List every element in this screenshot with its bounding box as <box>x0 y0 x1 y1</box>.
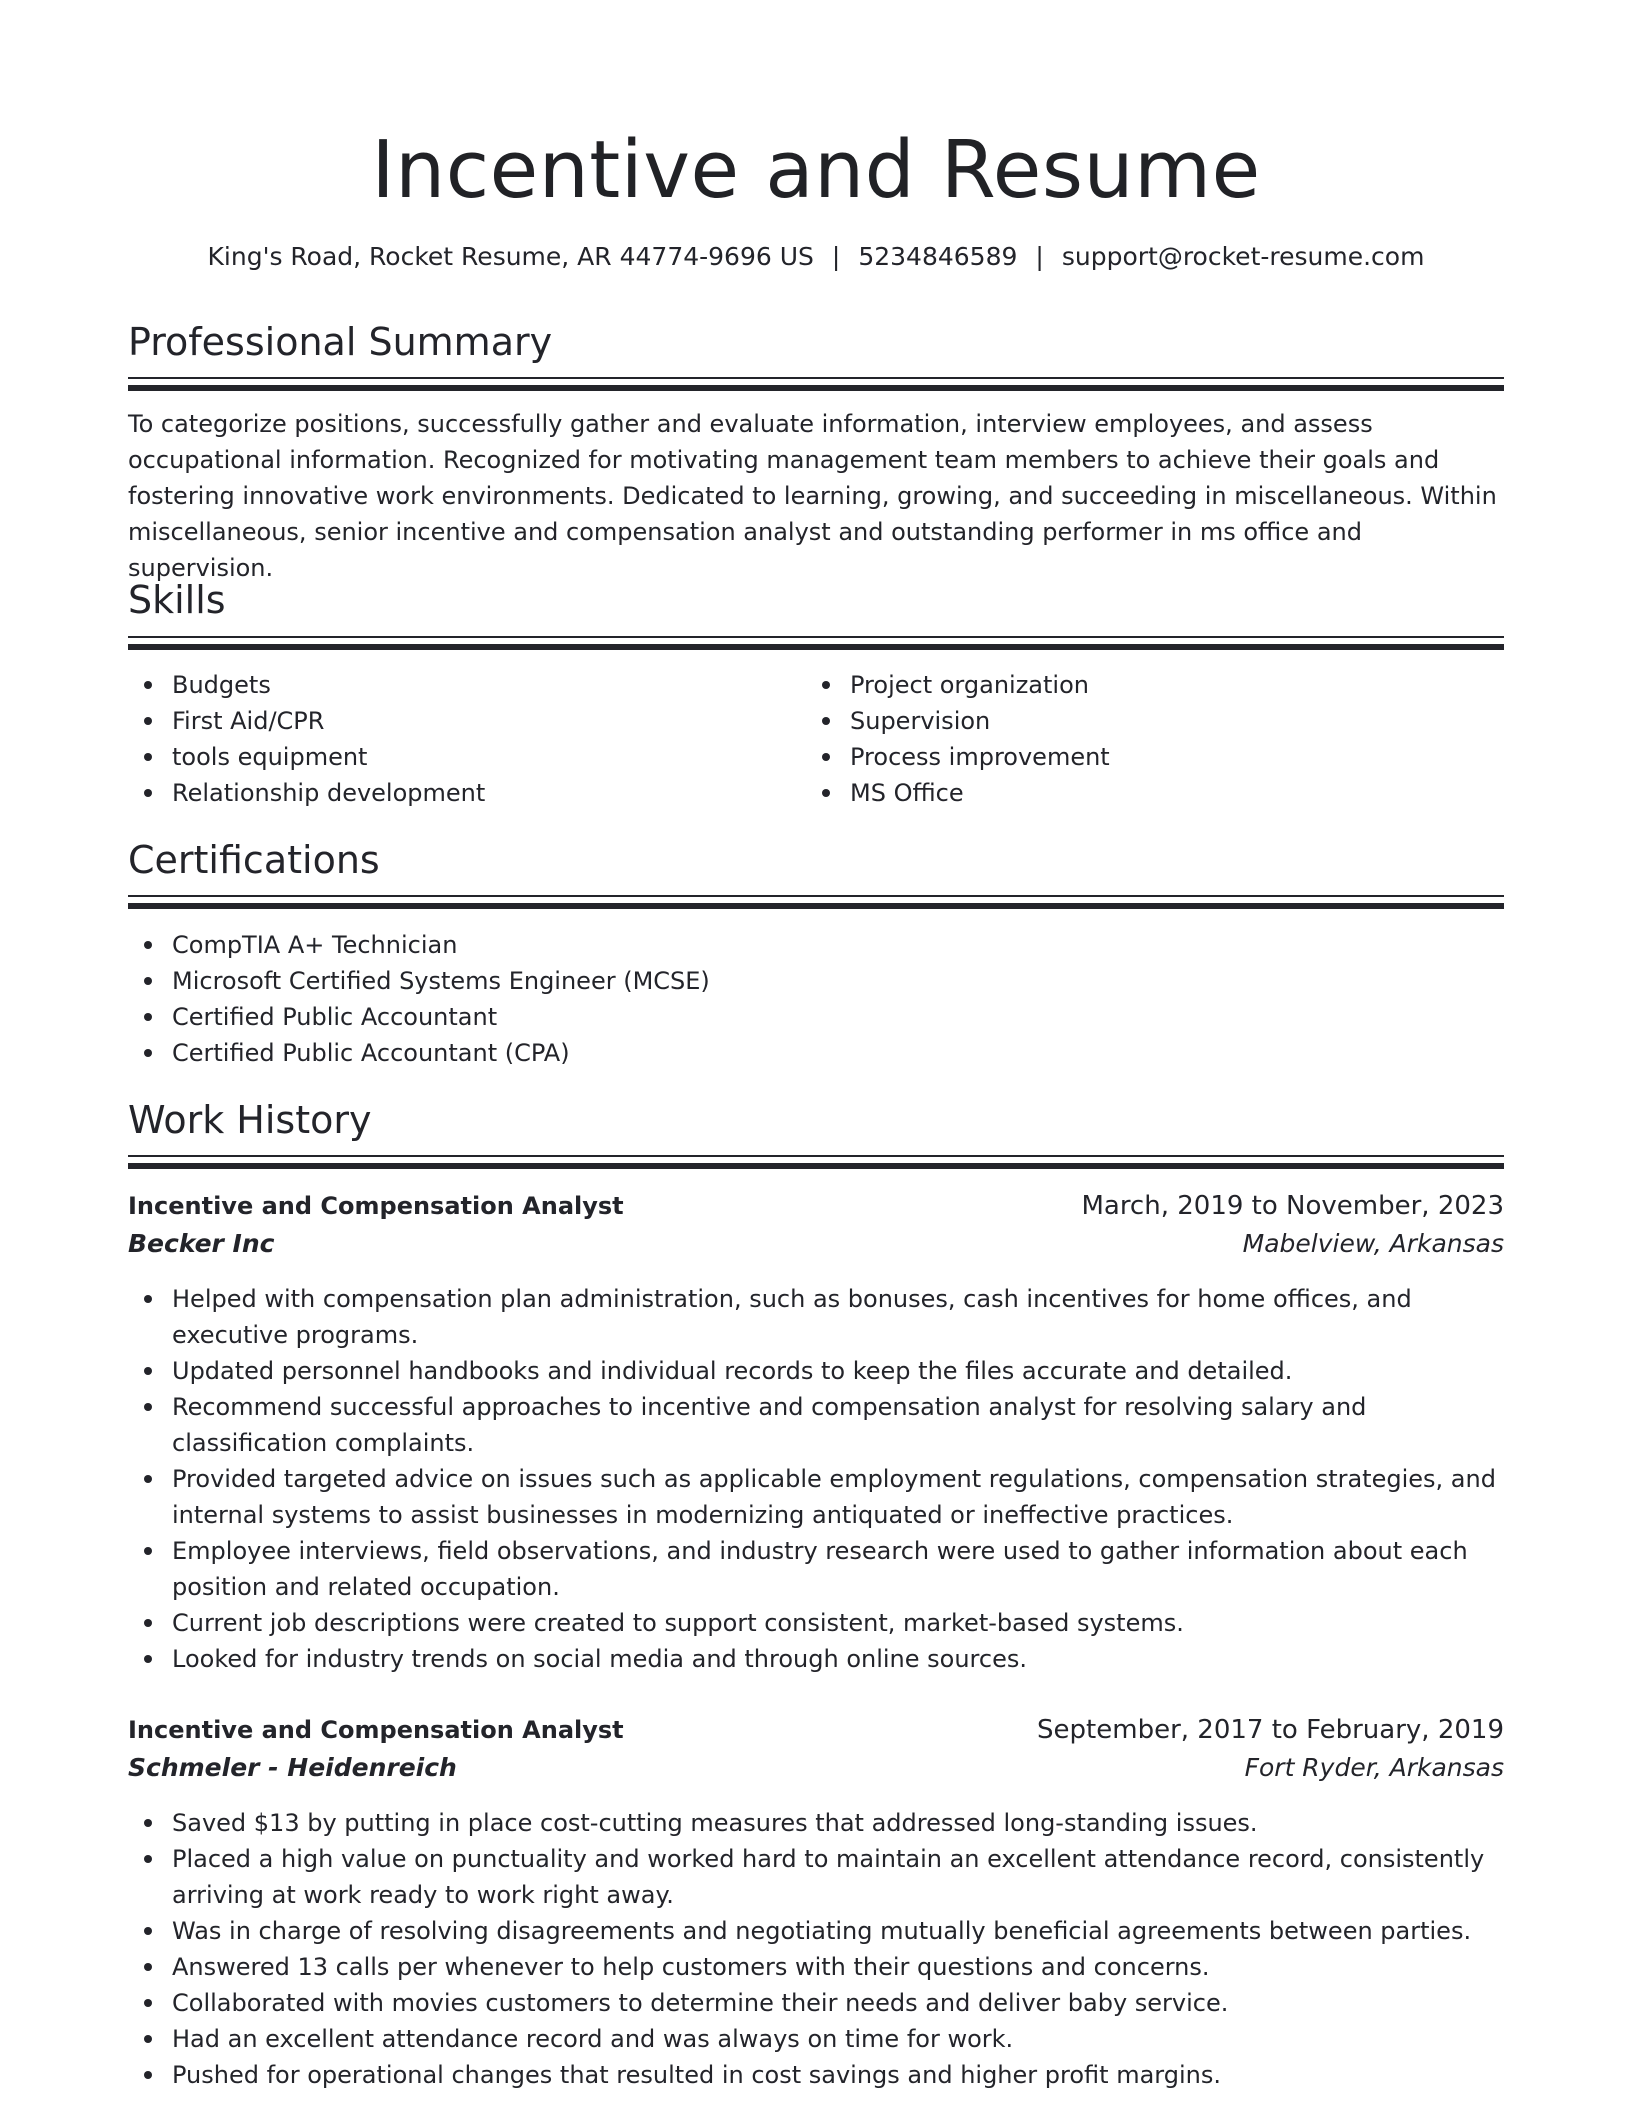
job-dates: September, 2017 to February, 2019 <box>1037 1715 1504 1745</box>
skills-column-right <box>806 667 1466 811</box>
section-rule <box>128 1163 1504 1169</box>
contact-phone: 5234846589 <box>858 242 1018 271</box>
certification-item: CompTIA A+ Technician <box>128 927 1504 963</box>
skills-list-right <box>806 667 1466 811</box>
skills-column-left <box>128 667 788 811</box>
candidate-name: Incentive and Resume <box>371 124 1261 216</box>
responsibility-item: Placed a high value on punctuality and worked hard to maintain an excellent attendance record, consistently arriving at work ready to work right away. <box>128 1841 1504 1913</box>
responsibility-item: Collaborated with movies customers to determine their needs and deliver baby service. <box>128 1985 1504 2021</box>
responsibility-item: Recommend successful approaches to incentive and compensation analyst for resolving salary and classification complaints. <box>128 1389 1504 1461</box>
skill-item: Supervision <box>806 703 1466 739</box>
certification-item: Certified Public Accountant <box>128 999 1504 1035</box>
skill-item: tools equipment <box>128 739 788 775</box>
job-company: Schmeler - Heidenreich <box>128 1753 457 1782</box>
skills-list-left <box>128 667 788 811</box>
summary-text: To categorize positions, successfully gather and evaluate information, interview employees, and assess occupational information. Recognized for motivating management team members to achieve their goals and fostering innovative work environments. Dedicated to learning, growing, and succeeding in miscellaneous. Within miscellaneous, senior incentive and compensation analyst and outstanding performer in ms office and supervision. <box>128 410 1497 582</box>
section-rule <box>128 385 1504 391</box>
responsibility-item: Provided targeted advice on issues such as applicable employment regulations, compensation strategies, and internal systems to assist businesses in modernizing antiquated or ineffective practices. <box>128 1461 1504 1533</box>
responsibility-item: Had an excellent attendance record and was always on time for work. <box>128 2021 1504 2057</box>
job-location: Mabelview, Arkansas <box>1242 1229 1504 1258</box>
responsibility-item: Saved $13 by putting in place cost-cutting measures that addressed long-standing issues. <box>128 1805 1504 1841</box>
contact-email[interactable]: support@rocket-resume.com <box>1061 242 1425 271</box>
job-title: Incentive and Compensation Analyst <box>128 1192 624 1220</box>
section-rule <box>128 903 1504 909</box>
job-dates: March, 2019 to November, 2023 <box>1081 1191 1504 1221</box>
job-company: Becker Inc <box>128 1229 275 1258</box>
contact-separator: | <box>831 242 841 271</box>
certification-item: Microsoft Certified Systems Engineer (MCSE) <box>128 963 1504 999</box>
responsibility-item: Helped with compensation plan administration, such as bonuses, cash incentives for home offices, and executive programs. <box>128 1281 1504 1353</box>
skill-item: Project organization <box>806 667 1466 703</box>
section-heading-skills: Skills <box>128 578 226 622</box>
section-heading-certifications: Certifications <box>128 838 380 882</box>
work-history-section <box>128 1094 1504 1144</box>
section-rule <box>128 636 1504 638</box>
responsibility-item: Pushed for operational changes that resulted in cost savings and higher profit margins. <box>128 2057 1504 2093</box>
contact-line <box>128 239 1504 275</box>
certifications-list <box>128 927 1504 1071</box>
responsibility-item: Employee interviews, field observations, and industry research were used to gather information about each position and related occupation. <box>128 1533 1504 1605</box>
responsibility-item: Looked for industry trends on social media and through online sources. <box>128 1641 1504 1677</box>
section-rule <box>128 377 1504 379</box>
responsibility-item: Updated personnel handbooks and individual records to keep the files accurate and detailed. <box>128 1353 1504 1389</box>
skills-section <box>128 574 1504 624</box>
responsibility-item: Answered 13 calls per whenever to help customers with their questions and concerns. <box>128 1949 1504 1985</box>
job-responsibilities <box>128 1281 1504 1677</box>
section-heading-work-history: Work History <box>128 1098 372 1142</box>
job-title: Incentive and Compensation Analyst <box>128 1716 624 1744</box>
responsibility-item: Was in charge of resolving disagreements and negotiating mutually beneficial agreements between parties. <box>128 1913 1504 1949</box>
skill-item: Budgets <box>128 667 788 703</box>
summary-section <box>128 316 1504 366</box>
section-rule <box>128 895 1504 897</box>
responsibility-item: Current job descriptions were created to support consistent, market-based systems. <box>128 1605 1504 1641</box>
certification-item: Certified Public Accountant (CPA) <box>128 1035 1504 1071</box>
job-location: Fort Ryder, Arkansas <box>1244 1753 1504 1782</box>
skill-item: Relationship development <box>128 775 788 811</box>
section-rule <box>128 1155 1504 1157</box>
section-heading-summary: Professional Summary <box>128 320 553 364</box>
skill-item: Process improvement <box>806 739 1466 775</box>
section-rule <box>128 644 1504 650</box>
contact-address: King's Road, Rocket Resume, AR 44774-9696 US <box>207 242 814 271</box>
job-responsibilities <box>128 1805 1504 2093</box>
skill-item: MS Office <box>806 775 1466 811</box>
skill-item: First Aid/CPR <box>128 703 788 739</box>
contact-separator: | <box>1035 242 1044 271</box>
certifications-section <box>128 834 1504 884</box>
